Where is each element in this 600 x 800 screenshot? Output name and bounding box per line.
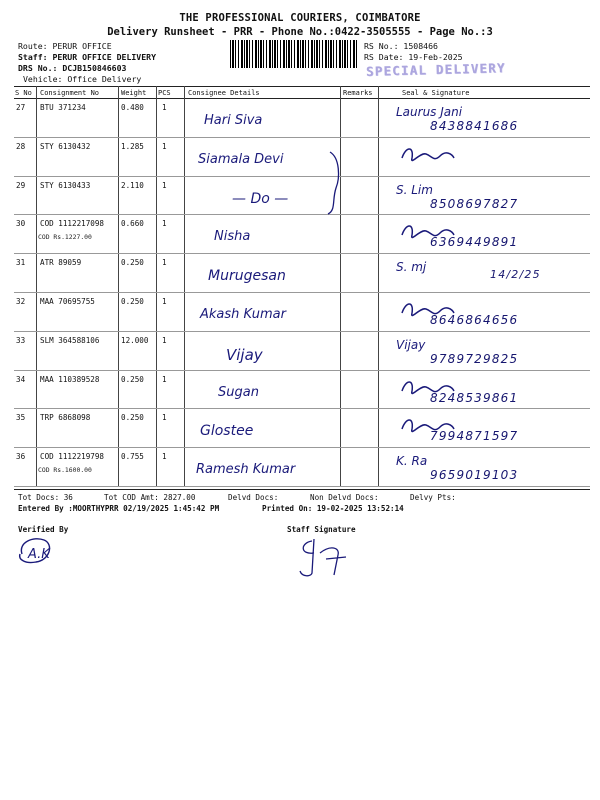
- row-consignment-no: COD 1112219798: [40, 452, 105, 462]
- row-sno: 33: [16, 335, 26, 345]
- row-cod-amount: COD Rs.1600.00: [38, 466, 92, 475]
- row-consignee-name: Murugesan: [208, 268, 286, 285]
- row-consignment-no: ATR 89059: [40, 258, 82, 268]
- row-consignment-no: MAA 70695755: [40, 297, 95, 306]
- staff-signature-label: Staff Signature: [287, 525, 356, 534]
- col-header-remarks: Remarks: [343, 89, 373, 97]
- ditto-bracket: [326, 148, 346, 218]
- row-phone: 8508697827: [430, 196, 519, 211]
- runsheet-subtitle: Delivery Runsheet - PRR - Phone No.:0422-3505555 - Page No.:3: [107, 26, 493, 38]
- col-header-consignee: Consignee Details: [188, 89, 260, 97]
- total-docs: Tot Docs: 36: [18, 493, 73, 502]
- row-consignment-no: SLM 364588106: [40, 335, 100, 345]
- row-sno: 36: [16, 452, 26, 462]
- row-weight: 12.000: [121, 335, 149, 345]
- row-consignee-name: Nisha: [214, 229, 251, 245]
- row-pcs: 1: [162, 452, 167, 462]
- col-header-weight: Weight: [121, 89, 147, 97]
- row-phone: 14/2/25: [490, 268, 541, 282]
- row-consignee-name: Sugan: [218, 384, 259, 400]
- row-pcs: 1: [162, 335, 167, 345]
- row-divider: [14, 176, 590, 177]
- table-header-border: [14, 98, 590, 99]
- row-pcs: 1: [162, 297, 167, 306]
- col-header-pcs: PCS: [158, 89, 171, 97]
- row-phone: 8248539861: [430, 390, 519, 405]
- row-divider: [14, 408, 590, 409]
- staff: Staff: PERUR OFFICE DELIVERY: [18, 52, 157, 62]
- row-divider: [14, 331, 590, 332]
- total-cod-amount: Tot COD Amt: 2827.00: [104, 493, 196, 502]
- row-signature: K. Ra: [396, 454, 428, 469]
- row-pcs: 1: [162, 219, 167, 229]
- rs-number: RS No.: 1508466: [364, 41, 438, 51]
- row-divider: [14, 253, 590, 254]
- row-consignee-name: — Do —: [232, 190, 289, 207]
- row-weight: 0.250: [121, 374, 144, 384]
- row-consignee-name: Hari Siva: [204, 113, 263, 128]
- col-divider: [118, 86, 119, 486]
- verified-by-label: Verified By: [18, 525, 69, 534]
- signature-scribble: [398, 142, 458, 170]
- col-header-sno: S No: [15, 89, 32, 97]
- row-signature: S. Lim: [396, 182, 433, 197]
- row-phone: 7994871597: [430, 429, 519, 444]
- non-delivered-docs: Non Delvd Docs:: [310, 493, 379, 502]
- col-divider: [36, 86, 37, 486]
- row-divider: [14, 447, 590, 448]
- row-sno: 29: [16, 180, 26, 190]
- signature-scribble: [398, 375, 458, 403]
- signature-scribble: [398, 413, 458, 441]
- delivered-docs: Delvd Docs:: [228, 493, 279, 502]
- row-sno: 27: [16, 103, 26, 112]
- row-weight: 0.755: [121, 452, 144, 462]
- route: Route: PERUR OFFICE: [18, 41, 112, 51]
- col-divider: [156, 86, 157, 486]
- col-divider: [340, 86, 341, 486]
- row-consignment-no: BTU 371234: [40, 103, 86, 112]
- row-pcs: 1: [162, 180, 167, 190]
- company-title: THE PROFESSIONAL COURIERS, COIMBATORE: [179, 12, 421, 24]
- row-phone: 8646864656: [430, 313, 519, 327]
- verified-initials-signature: [14, 532, 74, 572]
- row-pcs: 1: [162, 258, 167, 268]
- signature-scribble: [398, 219, 458, 247]
- row-pcs: 1: [162, 374, 167, 384]
- row-consignment-no: MAA 110389528: [40, 374, 100, 384]
- table-bottom-border: [14, 489, 590, 490]
- col-divider: [378, 86, 379, 486]
- row-cod-amount: COD Rs.1227.00: [38, 233, 92, 242]
- row-divider: [14, 292, 590, 293]
- row-sno: 35: [16, 413, 26, 423]
- row-sno: 30: [16, 219, 26, 229]
- row-pcs: 1: [162, 141, 167, 151]
- row-weight: 0.250: [121, 297, 144, 306]
- row-weight: 0.250: [121, 258, 144, 268]
- barcode: [230, 40, 358, 68]
- row-consignee-name: Siamala Devi: [198, 151, 284, 167]
- verified-initials: A.K: [28, 547, 50, 562]
- col-divider: [184, 86, 185, 486]
- row-divider: [14, 137, 590, 138]
- delivery-points: Delvy Pts:: [410, 493, 456, 502]
- vehicle: Vehicle: Office Delivery: [23, 74, 142, 84]
- row-consignment-no: STY 6130432: [40, 141, 91, 151]
- row-consignee-name: Glostee: [200, 423, 254, 440]
- row-consignment-no: TRP 6868098: [40, 413, 91, 423]
- row-consignment-no: COD 1112217098: [40, 219, 105, 229]
- row-sno: 31: [16, 258, 26, 268]
- row-weight: 2.110: [121, 180, 144, 190]
- row-phone: 9659019103: [430, 468, 519, 483]
- staff-signature-scribble: [290, 533, 360, 581]
- table-top-border: [14, 86, 590, 87]
- row-weight: 0.660: [121, 219, 144, 229]
- row-pcs: 1: [162, 103, 167, 112]
- delivery-stamp: SPECIAL DELIVERY: [365, 60, 506, 79]
- row-divider: [14, 486, 590, 487]
- row-weight: 0.250: [121, 413, 144, 423]
- row-phone: 9789729825: [430, 351, 519, 366]
- row-consignment-no: STY 6130433: [40, 180, 91, 190]
- row-sno: 32: [16, 297, 26, 306]
- row-consignee-name: Vijay: [226, 345, 263, 364]
- row-phone: 6369449891: [430, 235, 519, 250]
- row-consignee-name: Ramesh Kumar: [196, 462, 296, 478]
- row-signature: S. mj: [396, 260, 427, 275]
- row-weight: 0.480: [121, 103, 144, 112]
- row-sno: 28: [16, 141, 26, 151]
- row-divider: [14, 370, 590, 371]
- col-header-consignment: Consignment No: [40, 89, 100, 97]
- row-pcs: 1: [162, 413, 167, 423]
- signature-scribble: [398, 297, 458, 325]
- row-consignee-name: Akash Kumar: [200, 307, 286, 322]
- col-header-seal-signature: Seal & Signature: [402, 89, 470, 97]
- row-signature: Laurus Jani: [396, 105, 463, 119]
- row-phone: 8438841686: [430, 119, 519, 133]
- drs-number: DRS No.: DCJB150846603: [18, 63, 127, 73]
- entered-by: Entered By :MOORTHYPRR 02/19/2025 1:45:42 PM: [18, 504, 220, 513]
- row-sno: 34: [16, 374, 26, 384]
- rs-date: RS Date: 19-Feb-2025: [364, 52, 463, 62]
- row-weight: 1.285: [121, 141, 144, 151]
- row-divider: [14, 214, 590, 215]
- printed-on: Printed On: 19-02-2025 13:52:14: [262, 504, 404, 513]
- row-signature: Vijay: [396, 337, 426, 352]
